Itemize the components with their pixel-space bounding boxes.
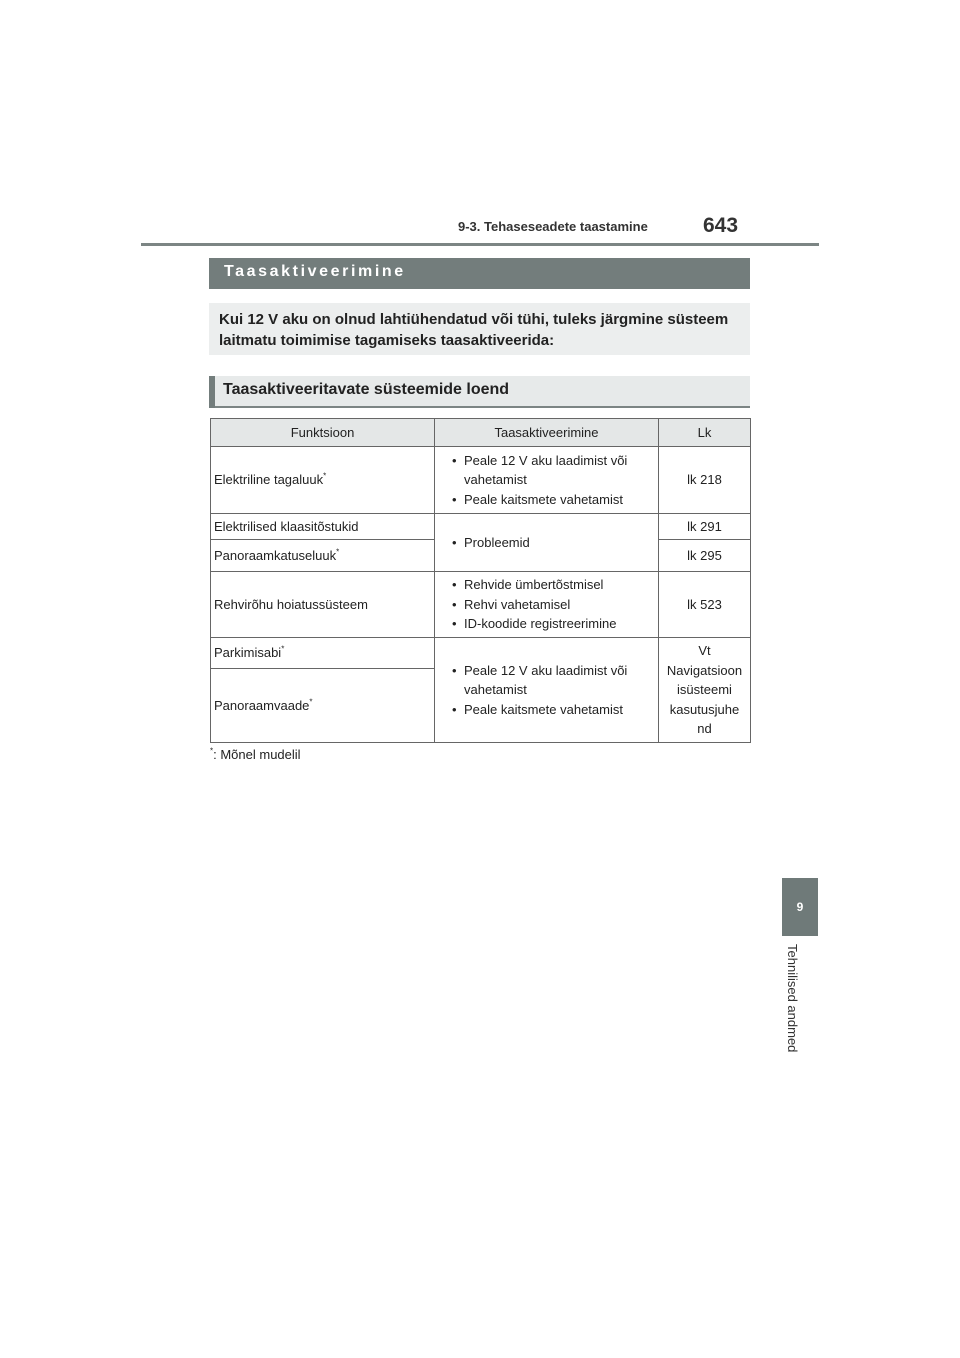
intro-text: Kui 12 V aku on olnud lahtiühendatud või tühi, tuleks järgmine süsteem laitmatu toimimise tagamiseks taasaktiveerida: [219,311,729,349]
reactivation-item: • Rehvi vahetamisel [452,595,655,615]
footnote-marker: * [336,547,340,557]
col-header-function: Funktsioon [211,419,435,447]
table-row [211,572,751,638]
subheading-bar [209,376,750,408]
page-ref-cell: Vt Navigatsioon isüsteemi kasutusjuhe nd [659,638,751,743]
page-ref-cell: lk 218 [659,447,751,514]
footnote-marker: * [281,644,285,654]
page-ref-cell: lk 523 [659,572,751,638]
chapter-tab[interactable] [782,878,818,936]
function-cell [211,572,435,638]
reactivation-item: • Peale kaitsmete vahetamist [452,700,655,720]
function-cell [211,669,435,743]
table-row [211,447,751,514]
function-name: Rehvirõhu hoiatussüsteem [214,596,368,612]
title-bar [209,258,750,289]
col-header-reactivation: Taasaktiveerimine [435,419,659,447]
section-title: 9-3. Tehaseseadete taastamine [458,219,648,234]
function-cell [211,514,435,540]
reactivation-cell [435,447,659,514]
footnote [210,747,301,762]
page-number: 643 [703,214,739,237]
chapter-number: 9 [796,900,804,914]
table-row [211,638,751,669]
intro-box [209,303,750,355]
footnote-text: : Mõnel mudelil [213,747,301,762]
page-ref-cell: lk 295 [659,540,751,572]
function-cell [211,638,435,669]
function-name: Panoraamkatuseluuk [214,547,337,563]
footnote-mark: * [210,746,214,756]
chapter-label: Tehnilised andmed [785,944,800,1053]
table-row [211,514,751,540]
page-heading: Taasaktiveerimine [224,263,406,280]
function-name: Panoraamvaade [214,697,310,713]
col-header-page: Lk [659,419,751,447]
function-name: Elektriline tagaluuk [214,472,324,488]
reactivation-item: • Rehvide ümbertõstmisel [452,575,655,595]
reactivation-item: • Peale kaitsmete vahetamist [452,490,655,510]
page-ref-cell: lk 291 [659,514,751,540]
function-cell [211,540,435,572]
function-name: Elektrilised klaasitõstukid [214,518,359,534]
function-cell [211,447,435,514]
reactivation-cell [435,572,659,638]
subheading: Taasaktiveeritavate süsteemide loend [223,381,510,398]
reactivation-item: • Peale 12 V aku laadimist või vahetamist [452,451,655,490]
header-divider [141,243,819,246]
function-name: Parkimisabi [214,645,282,661]
table-header-row [211,419,751,447]
reactivation-cell [435,638,659,743]
footnote-marker: * [309,697,313,707]
footnote-marker: * [323,471,327,481]
reactivation-table [210,418,751,743]
reactivation-item: • Probleemid [452,533,655,553]
chapter-label-wrapper [785,944,805,1084]
reactivation-cell [435,514,659,572]
reactivation-item: • ID-koodide registreerimine [452,614,655,634]
reactivation-item: • Peale 12 V aku laadimist või vahetamist [452,661,655,700]
